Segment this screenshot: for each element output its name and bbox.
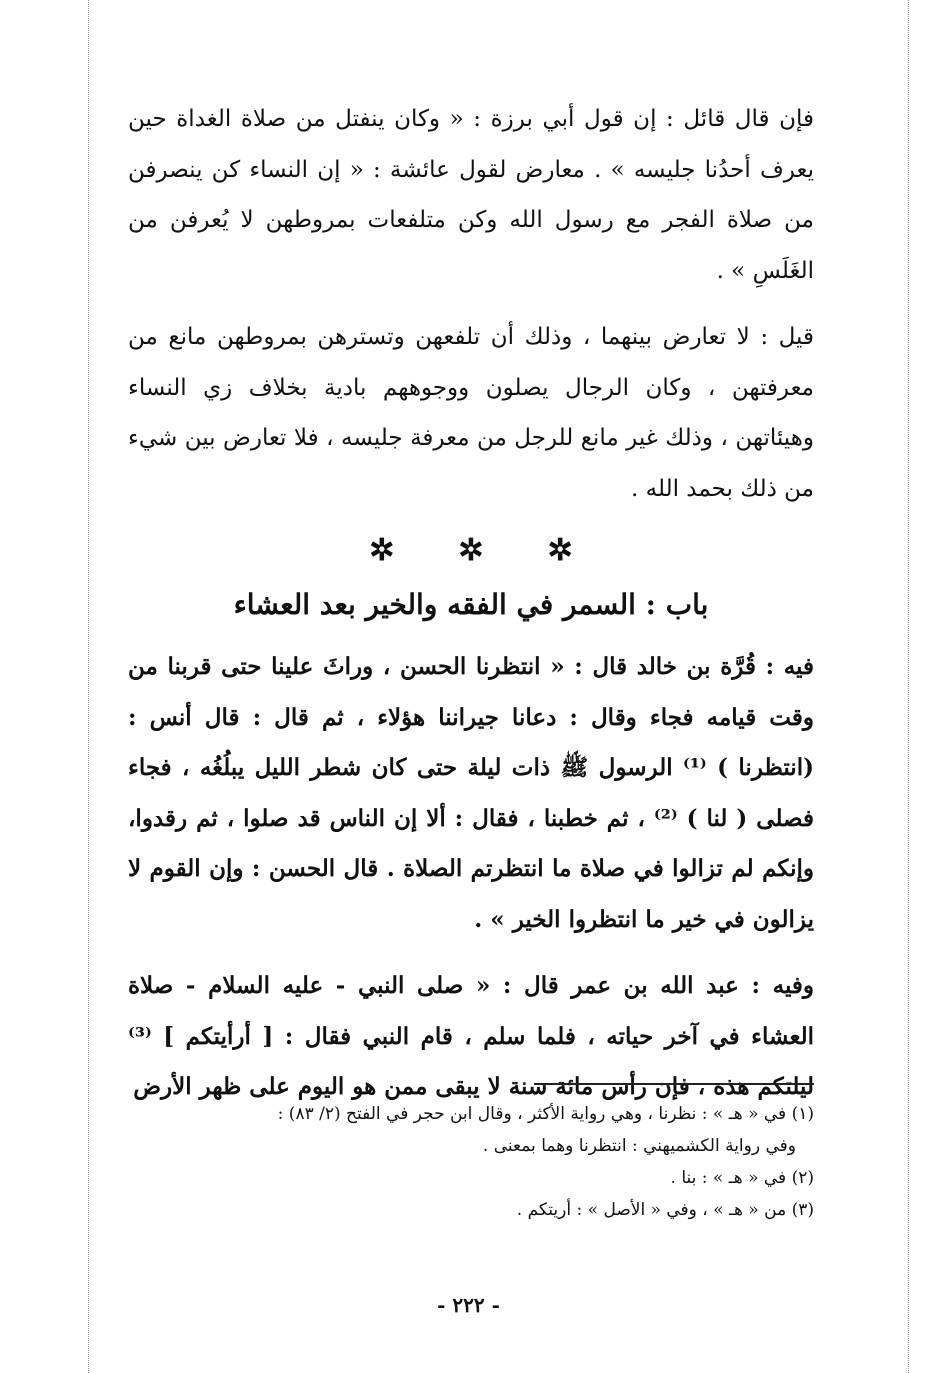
separator-star-icon: ✲: [547, 533, 573, 568]
separator-star-icon: ✲: [458, 533, 484, 568]
paragraph-hadith-ibn-umar: وفيه : عبد الله بن عمر قال : « صلى النبي - عليه السلام - صلاة العشاء في آخر حياته ، فلما سلم ، قام النبي فقال : [ أرأيتكم ] ⁽³⁾ ليلتكم هذه ، فإن رأس مائة سنة لا يبقى ممن هو اليوم على ظهر الأرض: [128, 972, 814, 1100]
footnote-1-continued: وفي رواية الكشميهني : انتظرنا وهما بمعنى .: [482, 1136, 796, 1156]
main-text: [128, 94, 814, 1129]
separator-star-icon: ✲: [369, 533, 395, 568]
page-number: - ٢٢٢ -: [437, 1293, 500, 1317]
section-separator: [128, 530, 814, 572]
footnote-divider: [534, 1083, 814, 1085]
footnote-3: (٣) من « هـ » ، وفي « الأصل » : أريتكم .: [516, 1200, 814, 1220]
paragraph-objection: فإن قال قائل : إن قول أبي برزة : « وكان ينفتل من صلاة الغداة حين يعرف أحدُنا جليسه » . معارض لقول عائشة : « إن النساء كن ينصرفن من صلاة الفجر مع رسول الله وكن متلفعات بمروطهن لا يُعرفن من الغَلَسِ » .: [128, 106, 814, 284]
footnotes: [128, 1098, 814, 1226]
footnote-1: (١) في « هـ » : نظرنا ، وهي رواية الأكثر ، وقال ابن حجر في الفتح (٢/ ٨٣) :: [277, 1104, 814, 1124]
chapter-title: باب : السمر في الفقه والخير بعد العشاء: [233, 588, 709, 621]
footnote-2: (٢) في « هـ » : بنا .: [670, 1168, 814, 1188]
paragraph-reply: قيل : لا تعارض بينهما ، وذلك أن تلفعهن وتسترهن بمروطهن مانع من معرفتهن ، وكان الرجال يصلون ووجوههم بادية بخلاف زي النساء وهيئاتهن ، وذلك غير مانع للرجل من معرفة جليسه ، فلا تعارض بين شيء من ذلك بحمد الله .: [128, 324, 814, 502]
right-margin-rule: [908, 0, 909, 1373]
left-margin-rule: [88, 0, 89, 1373]
paragraph-hadith-qurra: فيه : قُرَّة بن خالد قال : « انتظرنا الحسن ، وراثَ علينا حتى قربنا من وقت قيامه فجاء وقال : دعانا جيراننا هؤلاء ، ثم قال : قال أنس : (انتظرنا ) ⁽¹⁾ الرسول ﷺ ذات ليلة حتى كان شطر الليل يبلُغُه ، فجاء فصلى ( لنا ) ⁽²⁾ ، ثم خطبنا ، فقال : ألا إن الناس قد صلوا ، ثم رقدوا، وإنكم لم تزالوا في صلاة ما انتظرتم الصلاة . قال الحسن : وإن القوم لا يزالون في خير ما انتظروا الخير » .: [128, 653, 814, 933]
